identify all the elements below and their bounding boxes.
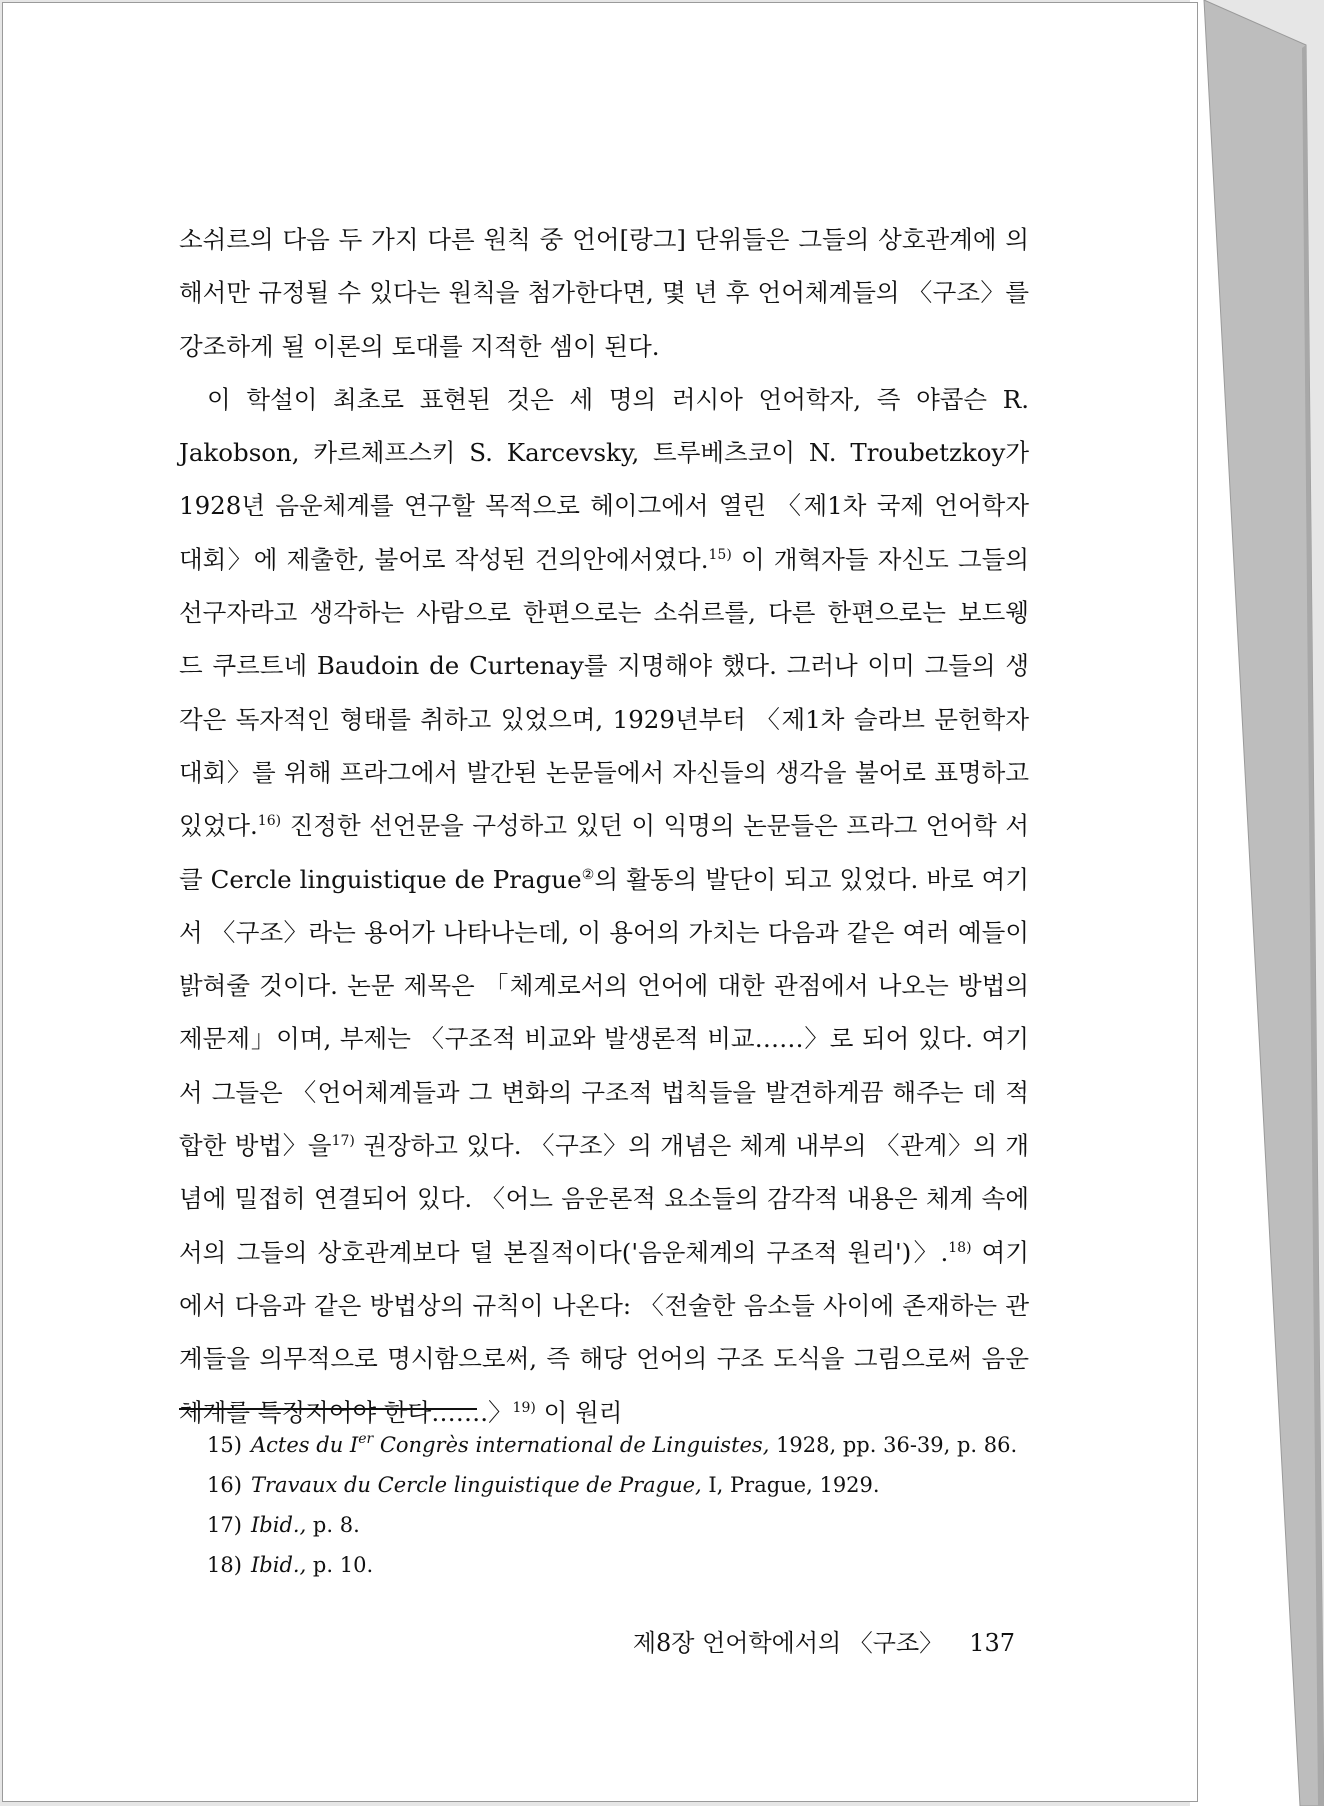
footnote-16 [207, 1465, 1047, 1505]
editor-note-ref-2[interactable]: ② [581, 866, 595, 883]
footnote-number: 15) [207, 1433, 242, 1457]
paragraph-2-text-f: 여기에서 다음과 같은 방법상의 규칙이 나온다: 〈전술한 음소들 사이에 존재하는 관계들을 의무적으로 명시함으로써, 즉 해당 언어의 구조 도식을 그림으로써 음운체계를 특징지어야 한다…….〉 [179, 1237, 1029, 1427]
footnote-ref-19[interactable]: 19) [512, 1399, 536, 1416]
footnote-number: 18) [207, 1553, 242, 1577]
footnote-rest: I, Prague, 1929. [701, 1473, 880, 1497]
footnote-18 [207, 1545, 1047, 1585]
book-page [2, 2, 1198, 1802]
footnote-rest: p. 8. [306, 1513, 360, 1537]
footnote-number: 17) [207, 1513, 242, 1537]
footnote-17 [207, 1505, 1047, 1545]
paragraph-1-text: 소쉬르의 다음 두 가지 다른 원칙 중 언어[랑그] 단위들은 그들의 상호관계에 의해서만 규정될 수 있다는 원칙을 첨가한다면, 몇 년 후 언어체계들의 〈구조〉를 강조하게 될 이론의 토대를 지적한 셈이 된다. [179, 225, 1029, 361]
paragraph-2-text-a: 이 학설이 최초로 표현된 것은 세 명의 러시아 언어학자, 즉 야콥슨 R. Jakobson, 카르체프스키 S. Karcevsky, 트루베츠코이 N. Troubetzkoy가 1928년 음운체계를 연구할 목적으로 헤이그에서 열린 〈제1차 국제 언어학자 대회〉에 제출한, 불어로 작성된 건의안에서였다. [179, 384, 1029, 574]
chapter-title: 제8장 언어학에서의 〈구조〉 [632, 1629, 944, 1657]
footnote-title: Ibid., [251, 1553, 307, 1577]
footnote-title-part: Actes du I [251, 1433, 359, 1457]
book-page-block [1190, 0, 1324, 1806]
running-footer [615, 1623, 1015, 1658]
paragraph-2-text-c: 진정한 선언문을 구성하고 있던 이 익명의 논문들은 프라그 언어학 서클 Cercle linguistique de Prague [179, 811, 1029, 894]
paragraph-2-text-d: 의 활동의 발단이 되고 있었다. 바로 여기서 〈구조〉라는 용어가 나타나는데, 이 용어의 가치는 다음과 같은 여러 예들이 밝혀줄 것이다. 논문 제목은 「체계로서의 언어에 대한 관점에서 나오는 방법의 제문제」이며, 부제는 〈구조적 비교와 발생론적 비교……〉로 되어 있다. 여기서 그들은 〈언어체계들과 그 변화의 구조적 법칙들을 발견하게끔 해주는 데 적합한 방법〉을 [179, 864, 1029, 1161]
footnote-ref-15[interactable]: 15) [708, 546, 732, 563]
footnote-divider [179, 1408, 477, 1410]
footnote-title-part: Congrès international de Linguistes, [373, 1433, 770, 1457]
footnote-ref-16[interactable]: 16) [257, 813, 282, 830]
footnote-rest: p. 10. [306, 1553, 374, 1577]
footnote-title-sup: er [358, 1431, 374, 1447]
paragraph-2-text-e: 권장하고 있다. 〈구조〉의 개념은 체계 내부의 〈관계〉의 개념에 밀접히 연결되어 있다. 〈어느 음운론적 요소들의 감각적 내용은 체계 속에서의 그들의 상호관계보다 덜 본질적이다('음운체계의 구조적 원리')〉. [179, 1131, 1029, 1267]
footnote-rest: 1928, pp. 36-39, p. 86. [769, 1433, 1018, 1457]
page-number: 137 [969, 1629, 1015, 1657]
footnote-number: 16) [207, 1473, 242, 1497]
paragraph-2 [179, 373, 1029, 1439]
paragraph-1 [179, 213, 1029, 373]
paragraph-2-text-b: 이 개혁자들 자신도 그들의 선구자라고 생각하는 사람으로 한편으로는 소쉬르를, 다른 한편으로는 보드웽 드 쿠르트네 Baudoin de Curtenay를 지명해야 했다. 그러나 이미 그들의 생각은 독자적인 형태를 취하고 있었으며, 1929년부터 〈제1차 슬라브 문헌학자 대회〉를 위해 프라그에서 발간된 논문들에서 자신들의 생각을 불어로 표명하고 있었다. [179, 544, 1030, 841]
footnote-ref-18[interactable]: 18) [948, 1239, 972, 1256]
footnote-title: Ibid., [251, 1513, 307, 1537]
footnote-15 [207, 1425, 1047, 1465]
footnote-title: Travaux du Cercle linguistique de Prague, [251, 1473, 702, 1497]
footnote-title [251, 1433, 769, 1457]
body-text [179, 213, 1029, 1439]
paragraph-2-text-g: 이 원리 [543, 1397, 623, 1427]
footnotes [207, 1425, 1047, 1585]
footnote-ref-17[interactable]: 17) [331, 1133, 355, 1150]
